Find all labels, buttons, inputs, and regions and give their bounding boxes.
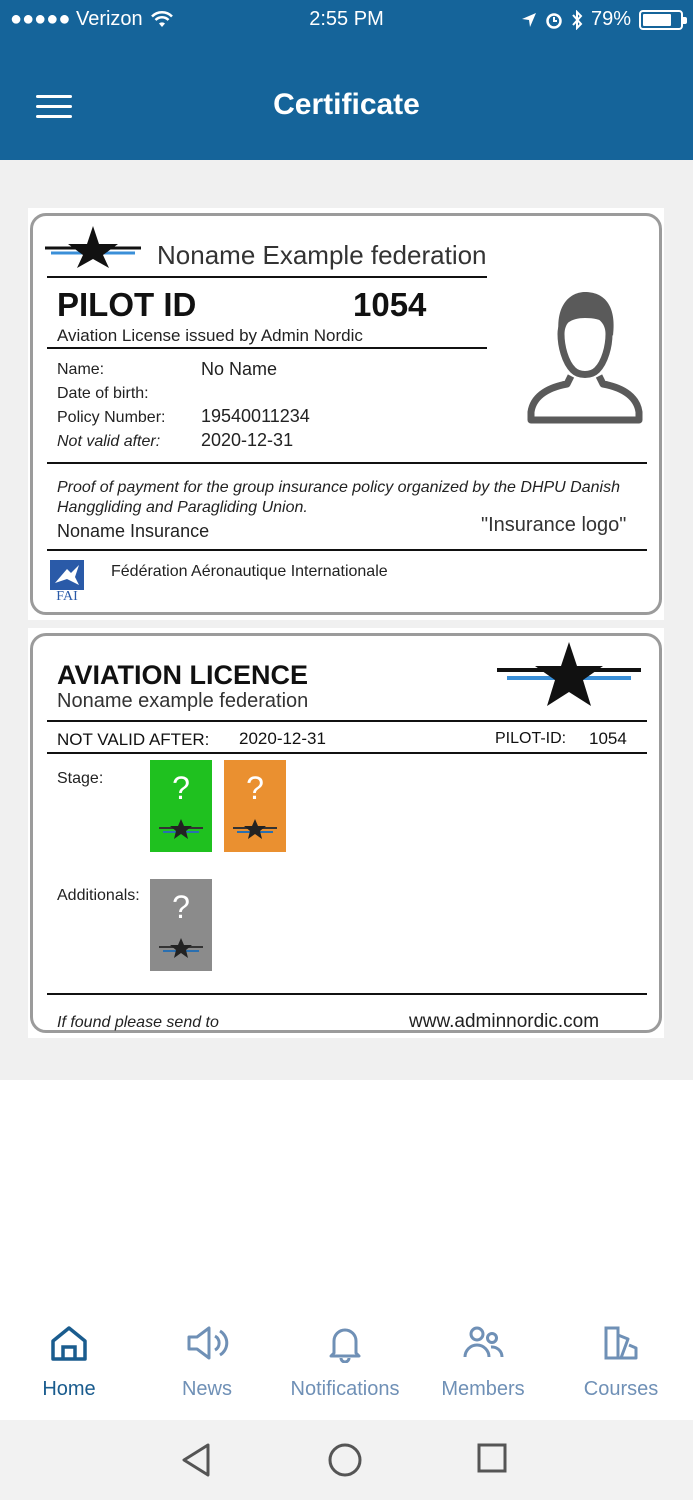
divider: [47, 720, 647, 722]
divider: [47, 752, 647, 754]
divider: [47, 347, 487, 349]
pilot-id-card: [28, 208, 664, 620]
insurance-logo-placeholder: "Insurance logo": [481, 514, 627, 536]
nav-members[interactable]: [414, 1320, 552, 1401]
nav-news[interactable]: [138, 1320, 276, 1401]
nav-label: Notifications: [290, 1378, 400, 1400]
name-label: Name:: [57, 361, 105, 378]
person-silhouette-icon: [521, 284, 649, 432]
pilot-id-label: PILOT-ID:: [495, 730, 567, 747]
app-header: [0, 0, 693, 160]
divider: [47, 993, 647, 995]
pilot-id-number: 1054: [353, 286, 427, 323]
not-valid-after-label: NOT VALID AFTER:: [57, 730, 210, 749]
insurance-proof-text: Proof of payment for the group insurance policy organized by the DHPU Danish Hanggliding and Paragliding Union.: [57, 479, 620, 516]
insurance-name: Noname Insurance: [57, 521, 210, 541]
aviation-licence-card: [28, 628, 664, 1038]
star-icon: [157, 818, 205, 842]
system-navigation-bar: [0, 1420, 693, 1500]
website-url: www.adminnordic.com: [409, 1011, 600, 1032]
name-value: No Name: [201, 359, 278, 379]
battery-icon: [639, 10, 683, 30]
nav-label: Members: [441, 1378, 525, 1400]
stage-badge-green: [150, 760, 212, 852]
stage-label: Stage:: [57, 770, 104, 787]
divider: [47, 276, 487, 278]
clock: 2:55 PM: [309, 8, 384, 30]
additional-badge-gray: [150, 879, 212, 971]
valid-label: Not valid after:: [57, 433, 161, 450]
federation-star-logo: [495, 638, 643, 710]
carrier-label: ●●●●● Verizon: [10, 8, 143, 30]
licence-title: AVIATION LICENCE: [57, 660, 309, 690]
federation-name: Noname Example federation: [157, 240, 487, 270]
card-border: [30, 633, 662, 1033]
issued-by: Aviation License issued by Admin Nordic: [57, 326, 363, 345]
location-arrow-icon: [521, 12, 537, 28]
divider: [47, 462, 647, 464]
policy-value: 19540011234: [201, 406, 310, 426]
bottom-navigation: [0, 1300, 693, 1420]
home-icon: [49, 1323, 89, 1363]
dob-label: Date of birth:: [57, 385, 149, 402]
licence-federation: Noname example federation: [57, 690, 309, 712]
divider: [47, 549, 647, 551]
card-border: [30, 213, 662, 615]
badge-question-mark: ?: [172, 770, 190, 806]
fai-logo: [49, 559, 85, 607]
recent-apps-icon[interactable]: [476, 1442, 508, 1474]
pilot-id-value: 1054: [589, 729, 627, 748]
nav-label: News: [181, 1378, 232, 1400]
not-valid-after-value: 2020-12-31: [239, 729, 326, 748]
star-icon: [231, 818, 279, 842]
nav-label: Home: [42, 1378, 96, 1400]
nav-courses[interactable]: [552, 1320, 690, 1401]
battery-percent: 79%: [590, 8, 631, 30]
bluetooth-icon: [571, 10, 583, 30]
nav-notifications[interactable]: [276, 1320, 414, 1401]
nav-home[interactable]: [0, 1320, 138, 1401]
valid-value: 2020-12-31: [201, 430, 294, 450]
badge-question-mark: ?: [172, 889, 190, 925]
star-icon: [157, 937, 205, 961]
stage-badge-orange: [224, 760, 286, 852]
home-circle-icon[interactable]: [327, 1442, 363, 1478]
back-icon[interactable]: [180, 1442, 212, 1478]
status-bar: [0, 0, 693, 40]
fai-logo-text: FAI: [56, 589, 78, 604]
bell-icon: [325, 1323, 365, 1363]
badge-question-mark: ?: [246, 770, 264, 806]
people-icon: [461, 1323, 505, 1363]
courses-icon: [601, 1323, 641, 1363]
fai-organization: Fédération Aéronautique Internationale: [111, 563, 388, 580]
policy-label: Policy Number:: [57, 409, 166, 426]
nav-label: Courses: [583, 1378, 659, 1400]
pilot-id-label: PILOT ID: [57, 286, 197, 323]
alarm-icon: [545, 11, 563, 29]
if-found-text: If found please send to: [57, 1014, 219, 1031]
additionals-label: Additionals:: [57, 887, 140, 904]
megaphone-icon: [185, 1323, 229, 1363]
certificate-area: [0, 160, 693, 1080]
federation-star-logo: [43, 222, 143, 268]
page-title: Certificate: [273, 88, 420, 121]
